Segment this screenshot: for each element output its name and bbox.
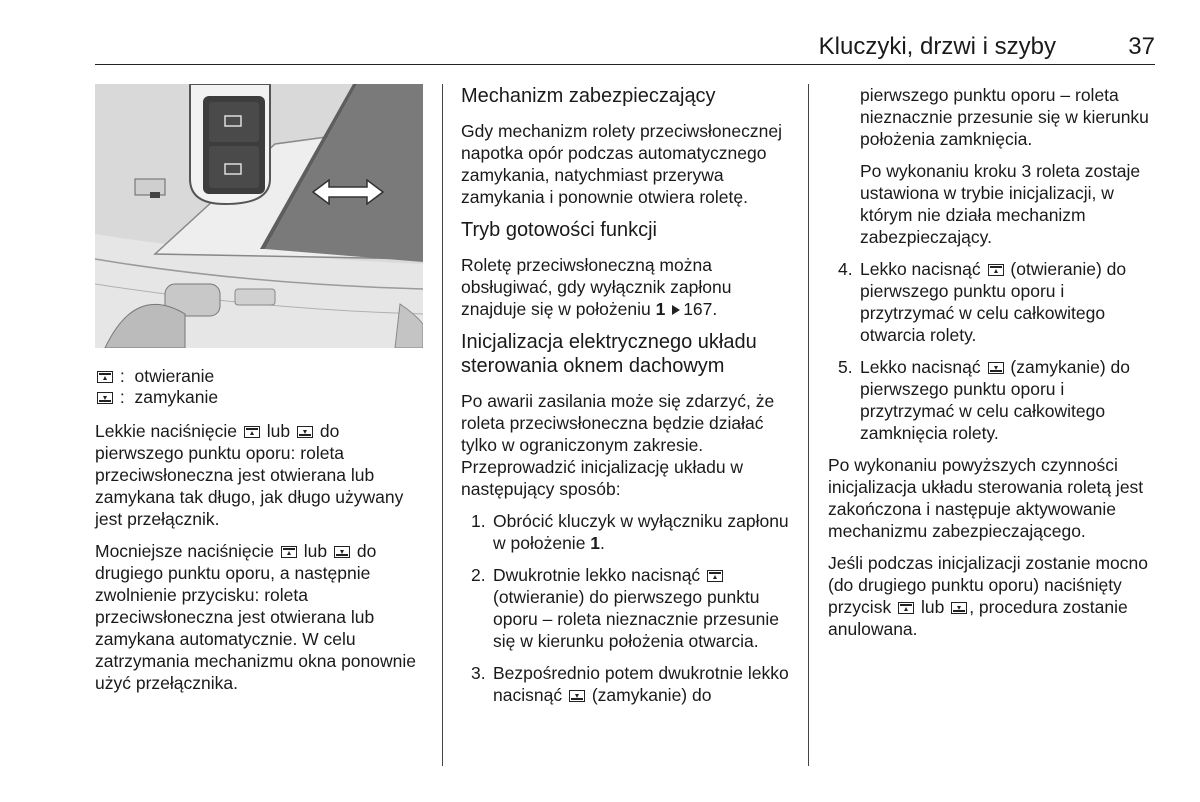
list-item: 2. Dwukrotnie lekko nacisnąć (otwieranie) do pierwszego punktu oporu – roleta nieznacznie przesunie się w kierunku położenia otwarcia.: [471, 565, 780, 651]
column-2: [461, 84, 793, 716]
blind-open-icon: [707, 570, 723, 582]
paragraph-ready: Roletę przeciwsłoneczną można obsługiwać, gdy wyłącznik zapłonu znajduje się w położeniu 1 167.: [461, 255, 732, 319]
paragraph-power-failure: Po awarii zasilania może się zdarzyć, że roleta przeciwsłoneczna będzie działać tylko w ograniczonym zakresie. Przeprowadzić inicjalizację układu w następujący sposób:: [461, 391, 775, 499]
list-item: pierwszego punktu oporu – roleta nieznacznie przesunie się w kierunku położenia zamknięcia.: [860, 85, 1149, 149]
icon-legend: [95, 366, 430, 408]
heading-ready-mode: Tryb gotowości funkcji: [461, 219, 657, 241]
legend-close: : zamykanie: [95, 387, 430, 408]
column-divider-2: [808, 84, 809, 766]
heading-initialization: Inicjalizacja elektrycznego układu sterowania oknem dachowym: [461, 331, 757, 377]
blind-close-icon: [97, 392, 113, 404]
blind-close-icon: [951, 602, 967, 614]
legend-open-label: otwieranie: [134, 366, 215, 386]
blind-open-icon: [988, 264, 1004, 276]
blind-open-icon: [898, 602, 914, 614]
legend-open: : otwieranie: [95, 366, 430, 387]
heading-safety-mechanism: Mechanizm zabezpieczający: [461, 85, 716, 107]
sunroof-blind-switch-illustration: [95, 84, 423, 348]
list-item: Po wykonaniu kroku 3 roleta zostaje ustawiona w trybie inicjalizacji, w którym nie działa mechanizm zabezpieczający.: [860, 161, 1141, 247]
blind-close-icon: [297, 426, 313, 438]
blind-close-icon: [569, 690, 585, 702]
paragraph-light-press: Lekkie naciśnięcie lub do pierwszego punktu oporu: roleta przeciwsłoneczna jest otwierana lub zamykana tak długo, jak długo używany jest przełącznik.: [95, 421, 404, 529]
paragraph-init-abort: Jeśli podczas inicjalizacji zostanie mocno (do drugiego punktu oporu) naciśnięty przycisk lub , procedura zostanie anulowana.: [828, 553, 1149, 639]
paragraph-safety: Gdy mechanizm rolety przeciwsłonecznej napotka opór podczas automatycznego zamykania, natychmiast przerywa zamykania i ponownie otwiera roletę.: [461, 121, 782, 207]
page-reference-icon: [672, 305, 680, 315]
header-rule: [95, 64, 1155, 65]
paragraph-strong-press: Mocniejsze naciśnięcie lub do drugiego punktu oporu, a następnie zwolnienie przycisku: roleta przeciwsłoneczna jest otwierana lub zamykana automatycznie. W celu zatrzymania mechanizmu okna ponownie użyć przełącznika.: [95, 541, 416, 693]
init-steps-list-continued: [828, 84, 1158, 444]
column-3: [828, 84, 1158, 650]
list-item: 3. Bezpośrednio potem dwukrotnie lekko nacisnąć (zamykanie) do: [471, 663, 789, 705]
list-item: 1. Obrócić kluczyk w wyłączniku zapłonu w położenie 1.: [471, 511, 789, 553]
blind-close-icon: [988, 362, 1004, 374]
list-item: 4. Lekko nacisnąć (otwieranie) do pierwszego punktu oporu i przytrzymać w celu całkowitego otwarcia rolety.: [838, 259, 1127, 345]
paragraph-init-complete: Po wykonaniu powyższych czynności inicjalizacja układu sterowania roletą jest zakończona i następuje aktywowanie mechanizmu zabezpieczającego.: [828, 455, 1144, 541]
list-item: 5. Lekko nacisnąć (zamykanie) do pierwszego punktu oporu i przytrzymać w celu całkowitego zamknięcia rolety.: [838, 357, 1131, 443]
blind-open-icon: [244, 426, 260, 438]
section-title: Kluczyki, drzwi i szyby: [818, 33, 1056, 60]
column-divider-1: [442, 84, 443, 766]
blind-close-icon: [334, 546, 350, 558]
page-number: 37: [1128, 33, 1155, 60]
legend-close-label: zamykanie: [134, 387, 219, 407]
blind-open-icon: [97, 371, 113, 383]
init-steps-list: [461, 510, 793, 706]
blind-open-icon: [281, 546, 297, 558]
column-1: [95, 366, 430, 704]
